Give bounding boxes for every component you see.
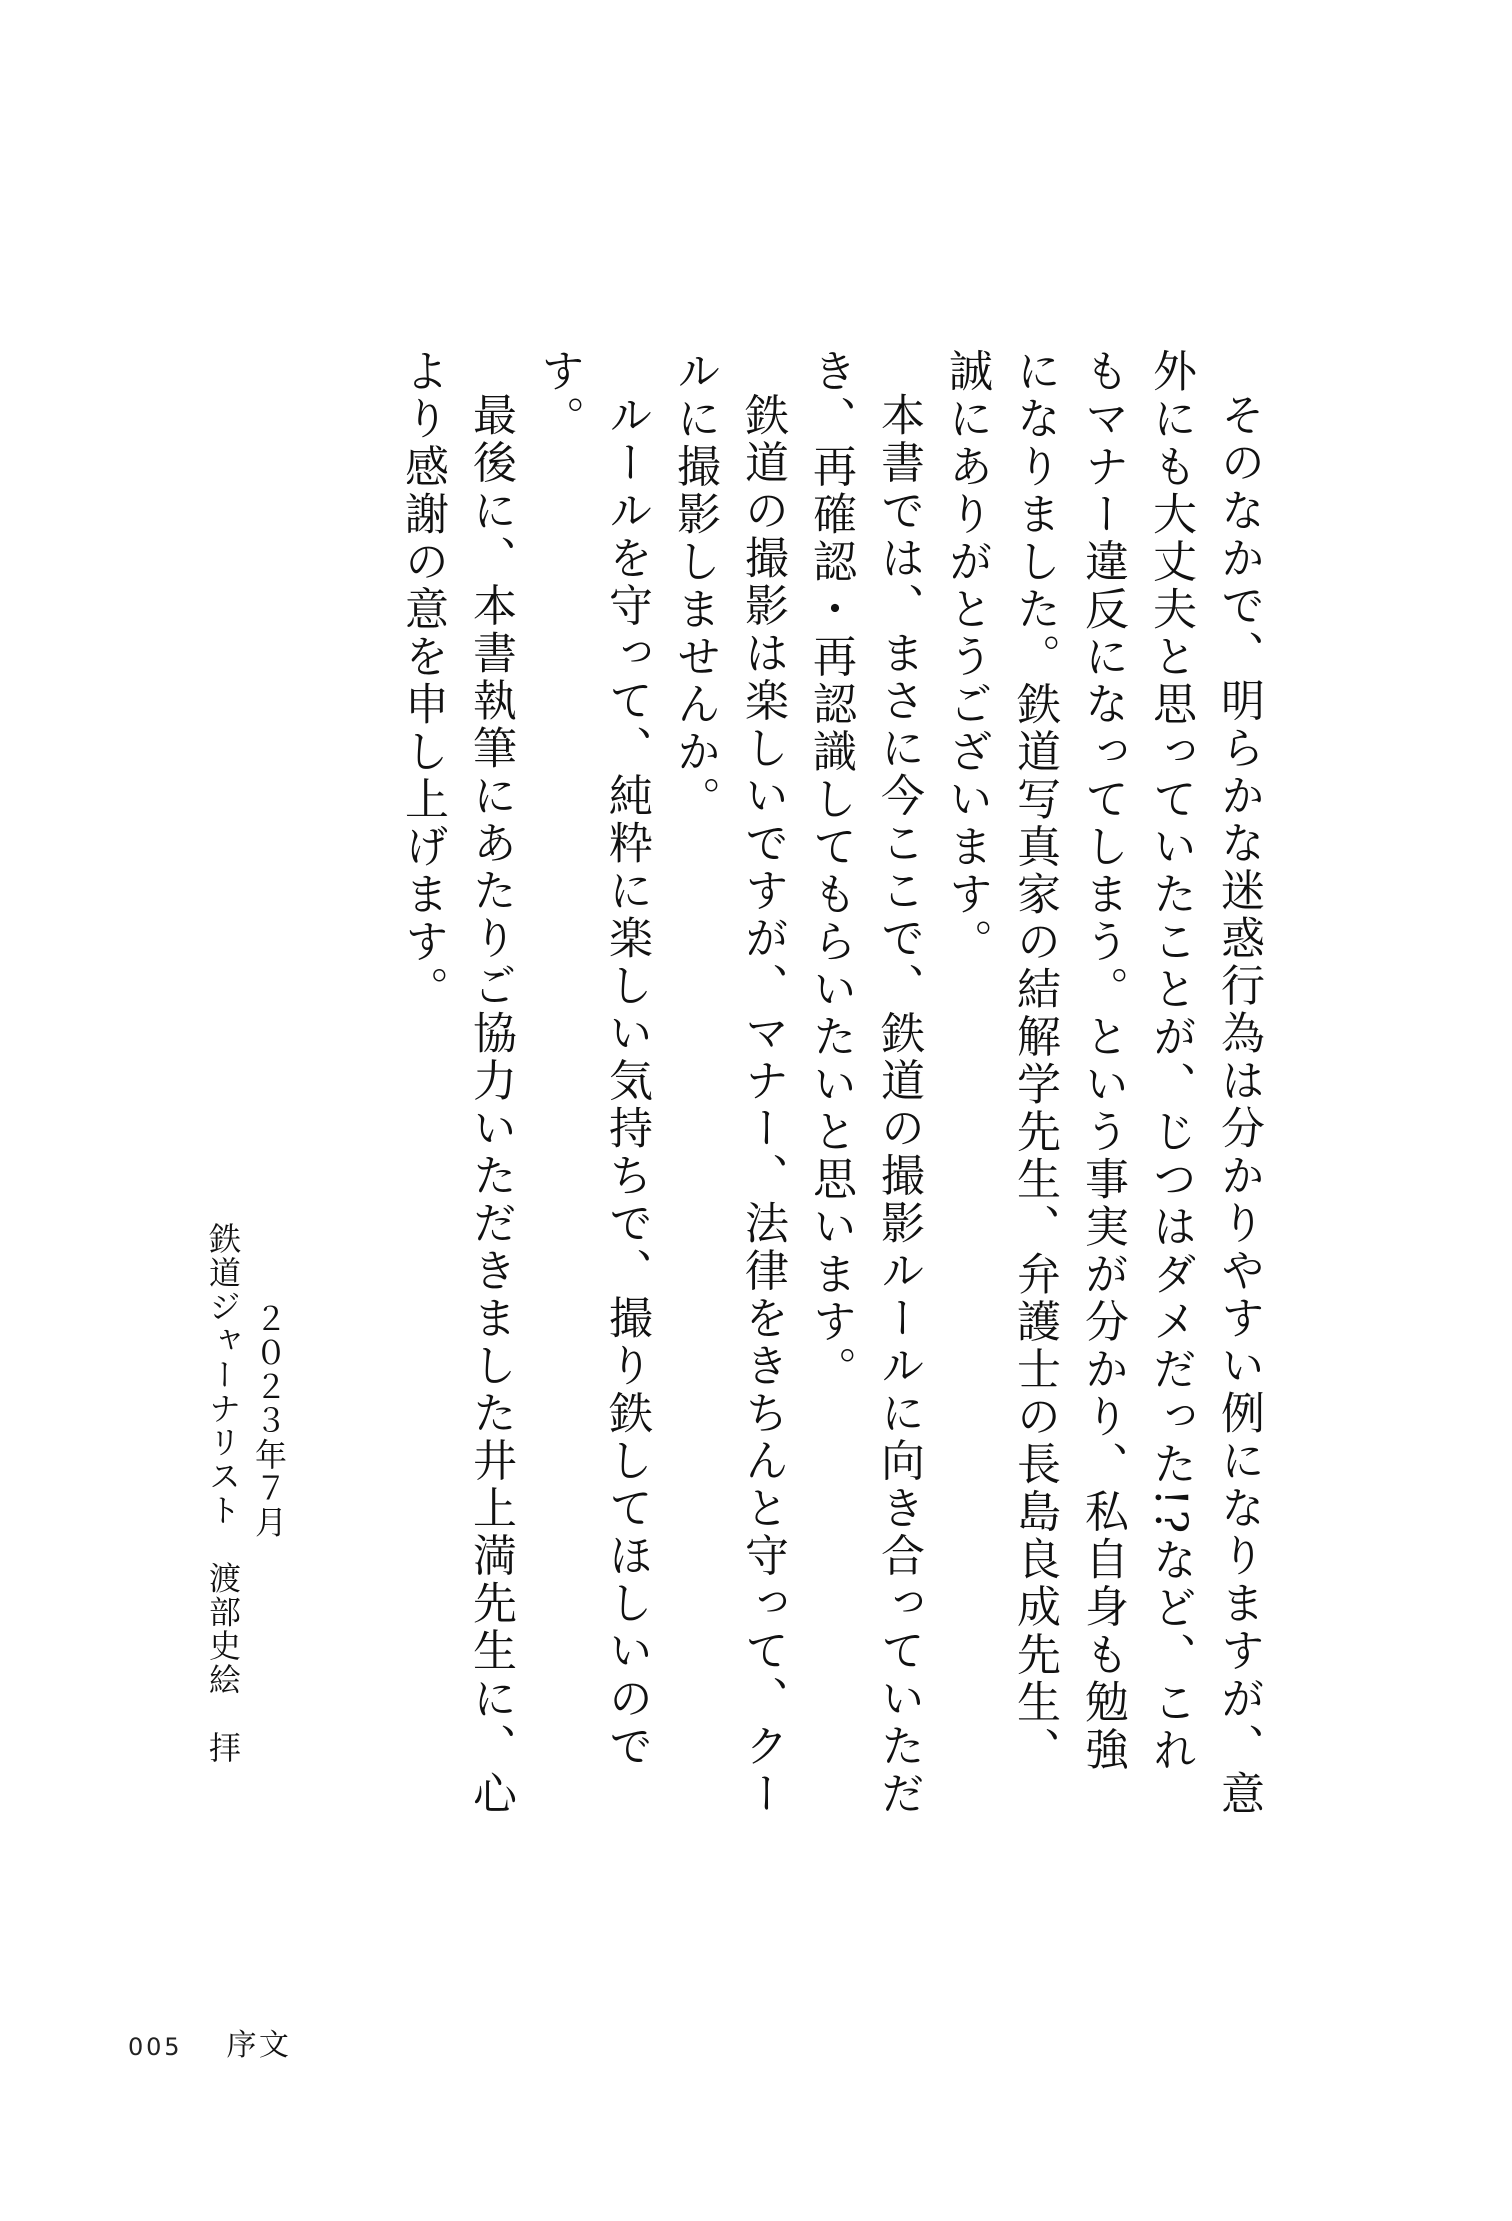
section-title: 序文 <box>226 2028 292 2063</box>
paragraph-1: そのなかで、明らかな迷惑行為は分かりやすい例になりますが、意外にも大丈夫と思っていたことが、じつはダメだった!?など、これもマナー違反になってしまう。という事実が分かり、私自身も勉強になりました。鉄道写真家の結解学先生、弁護士の長島良成先生、誠にありがとうございます。 <box>941 348 1264 1818</box>
signoff-author: 鉄道ジャーナリスト 渡部史絵 拝 <box>204 1222 242 1765</box>
page-footer <box>128 2028 291 2065</box>
paragraph-2: 本書では、まさに今ここで、鉄道の撮影ルールに向き合っていただき、再確認・再認識してもらいたいと思います。 <box>805 348 924 1818</box>
signoff <box>200 1222 292 1782</box>
paragraph-3: 鉄道の撮影は楽しいですが、マナー、法律をきちんと守って、クールに撮影しませんか。 <box>669 348 788 1818</box>
paragraph-4: ルールを守って、純粋に楽しい気持ちで、撮り鉄してほしいのです。 <box>533 348 652 1771</box>
paragraph-5: 最後に、本書執筆にあたりご協力いただきました井上満先生に、心より感謝の意を申し上げます。 <box>397 348 516 1818</box>
body-text <box>330 348 1272 1818</box>
signoff-date: ２０２３年７月 <box>250 1302 288 1540</box>
page-number: 005 <box>128 2033 183 2061</box>
